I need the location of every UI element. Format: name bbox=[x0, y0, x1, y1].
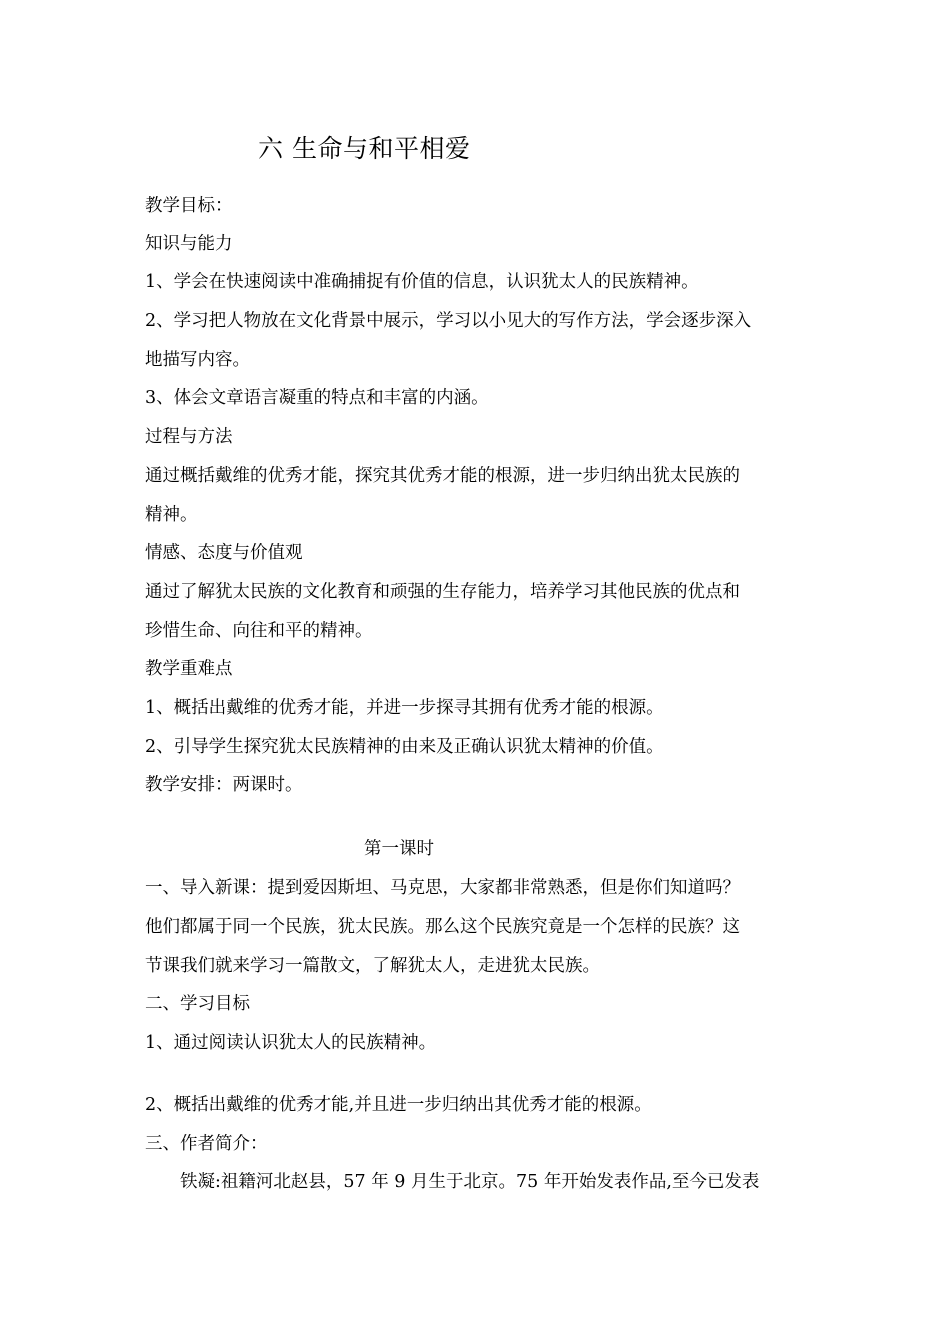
text-line-goal-2: 2、学习把人物放在文化背景中展示，学习以小见大的写作方法，学会逐步深入 bbox=[145, 311, 752, 331]
text-line-learning-goals: 二、学习目标 bbox=[145, 994, 250, 1014]
text-line-goal-3: 3、体会文章语言凝重的特点和丰富的内涵。 bbox=[145, 388, 489, 408]
text-line-intro-3: 节课我们就来学习一篇散文，了解犹太人，走进犹太民族。 bbox=[145, 956, 600, 976]
document-title: 六 生命与和平相爱 bbox=[258, 134, 471, 163]
text-line-emotion-desc-cont: 珍惜生命、向往和平的精神。 bbox=[145, 621, 373, 641]
text-line-schedule: 教学安排：两课时。 bbox=[145, 775, 303, 795]
text-line-goal-2-cont: 地描写内容。 bbox=[145, 350, 250, 370]
text-line-key-point-1: 1、概括出戴维的优秀才能，并进一步探寻其拥有优秀才能的根源。 bbox=[145, 698, 664, 718]
text-line-process-method: 过程与方法 bbox=[145, 427, 233, 447]
text-line-learning-goal-1: 1、通过阅读认识犹太人的民族精神。 bbox=[145, 1033, 437, 1053]
text-line-teaching-goals: 教学目标： bbox=[145, 196, 233, 216]
text-line-process-desc-cont: 精神。 bbox=[145, 505, 198, 525]
text-line-emotion-attitude: 情感、态度与价值观 bbox=[145, 543, 303, 563]
text-line-intro-2: 他们都属于同一个民族，犹太民族。那么这个民族究竟是一个怎样的民族？这 bbox=[145, 917, 740, 937]
section-heading-first-lesson: 第一课时 bbox=[364, 839, 434, 859]
text-line-goal-1: 1、学会在快速阅读中准确捕捉有价值的信息，认识犹太人的民族精神。 bbox=[145, 272, 699, 292]
text-line-knowledge-ability: 知识与能力 bbox=[145, 234, 233, 254]
text-line-emotion-desc: 通过了解犹太民族的文化教育和顽强的生存能力，培养学习其他民族的优点和 bbox=[145, 582, 740, 602]
text-line-key-points: 教学重难点 bbox=[145, 659, 233, 679]
text-line-author-intro: 三、作者简介： bbox=[145, 1134, 268, 1154]
text-line-learning-goal-2: 2、概括出戴维的优秀才能,并且进一步归纳出其优秀才能的根源。 bbox=[145, 1095, 652, 1115]
text-line-intro-1: 一、导入新课：提到爱因斯坦、马克思，大家都非常熟悉，但是你们知道吗？ bbox=[145, 878, 740, 898]
text-line-key-point-2: 2、引导学生探究犹太民族精神的由来及正确认识犹太精神的价值。 bbox=[145, 737, 664, 757]
text-line-process-desc: 通过概括戴维的优秀才能，探究其优秀才能的根源，进一步归纳出犹太民族的 bbox=[145, 466, 740, 486]
text-line-author-bio: 铁凝:祖籍河北赵县，57 年 9 月生于北京。75 年开始发表作品,至今已发表 bbox=[180, 1172, 760, 1192]
